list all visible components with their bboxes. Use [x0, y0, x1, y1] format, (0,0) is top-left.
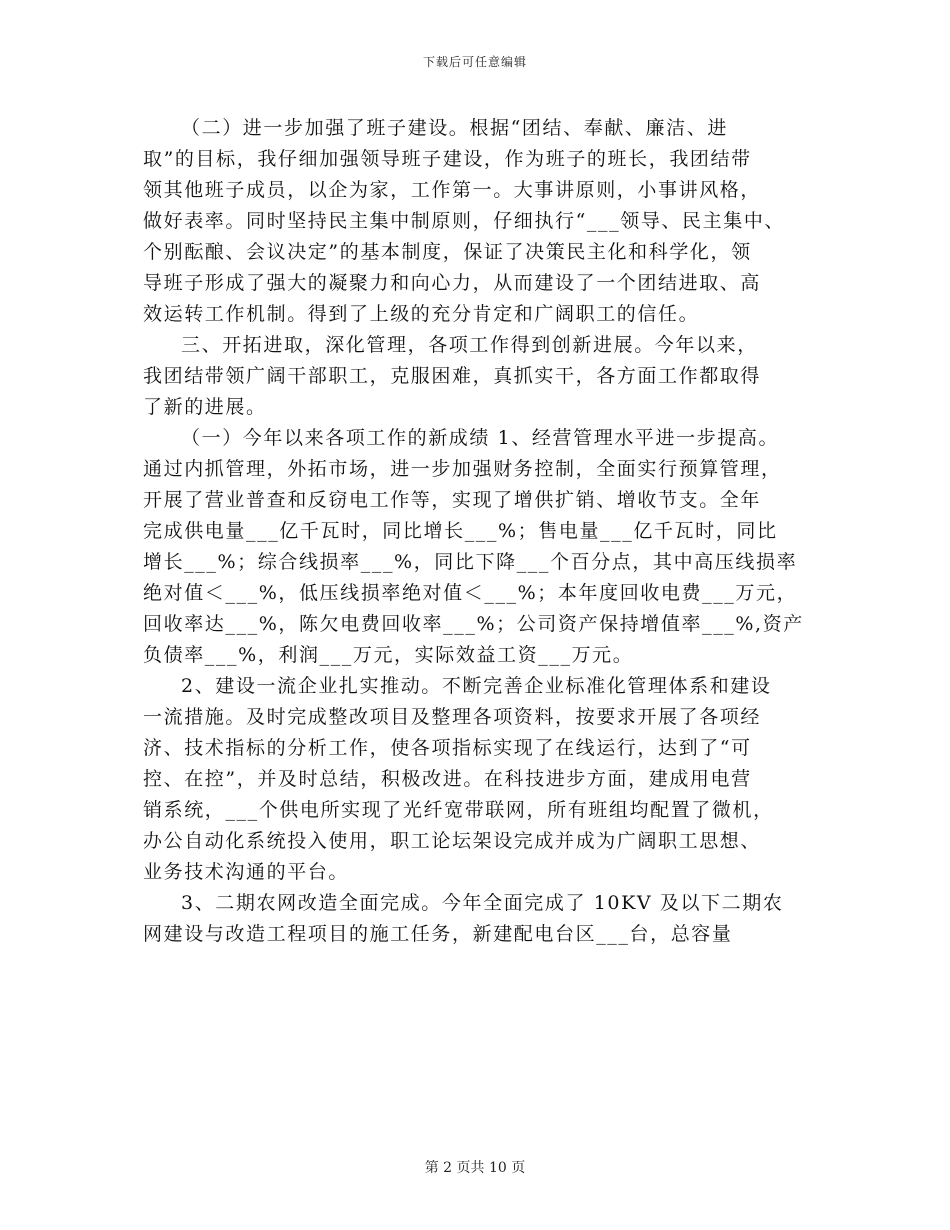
text-line: 办公自动化系统投入使用，职工论坛架设完成并成为广阔职工思想、 — [143, 830, 762, 852]
paragraph-first-class-enterprise — [143, 671, 823, 888]
text-line: 完成供电量___亿千瓦时，同比增长___%；售电量___亿千瓦时，同比 — [143, 520, 778, 542]
text-line: 控、在控”，并及时总结，积极改进。在科技进步方面，建成用电营 — [143, 768, 752, 790]
text-line: 负债率___%，利润___万元，实际效益工资___万元。 — [143, 644, 634, 666]
page-footer-page-number: 第 2 页共 10 页 — [424, 1160, 526, 1176]
text-line: 绝对值＜___%，低压线损率绝对值＜___%；本年度回收电费___万元， — [143, 582, 798, 604]
text-line: 三、开拓进取，深化管理，各项工作得到创新进展。今年以来， — [181, 334, 758, 356]
page-header: 下载后可任意编辑 — [422, 55, 527, 69]
text-line: 2、建设一流企业扎实推动。不断完善企业标准化管理体系和建设 — [181, 675, 772, 697]
text-line: 销系统，___个供电所实现了光纤宽带联网，所有班组均配置了微机， — [143, 799, 774, 821]
text-line: 了新的进展。 — [143, 396, 267, 418]
text-line: 效运转工作机制。得到了上级的充分肯定和广阔职工的信任。 — [143, 303, 700, 325]
paragraph-section-three — [143, 330, 823, 423]
text-line: 济、技术指标的分析工作，使各项指标实现了在线运行，达到了“可 — [143, 737, 752, 759]
text-line: 增长___%；综合线损率___%，同比下降___个百分点，其中高压线损率 — [143, 551, 798, 573]
text-line: （二）进一步加强了班子建设。根据“团结、奉献、廉洁、进 — [181, 117, 728, 139]
text-line: 我团结带领广阔干部职工，克服困难，真抓实干，各方面工作都取得 — [143, 365, 762, 387]
paragraph-team-building — [143, 113, 823, 330]
text-line: 网建设与改造工程项目的施工任务，新建配电台区___台，总容量 — [143, 923, 733, 945]
paragraph-rural-grid — [143, 888, 823, 950]
text-line: 3、二期农网改造全面完成。今年全面完成了 10KV 及以下二期农 — [181, 892, 784, 914]
paragraph-new-achievements — [143, 423, 823, 671]
text-line: 一流措施。及时完成整改项目及整理各项资料，按要求开展了各项经 — [143, 706, 762, 728]
document-body — [143, 113, 823, 950]
text-line: （一）今年以来各项工作的新成绩 1、经营管理水平进一步提高。 — [181, 427, 780, 449]
text-line: 开展了营业普查和反窃电工作等，实现了增供扩销、增收节支。全年 — [143, 489, 762, 511]
text-line: 个别酝酿、会议决定”的基本制度，保证了决策民主化和科学化，领 — [143, 241, 752, 263]
text-line: 领其他班子成员，以企为家，工作第一。大事讲原则，小事讲风格， — [143, 179, 762, 201]
text-line: 通过内抓管理，外拓市场，进一步加强财务控制，全面实行预算管理， — [143, 458, 782, 480]
text-line: 回收率达___%，陈欠电费回收率___%；公司资产保持增值率___%,资产 — [143, 613, 804, 635]
text-line: 导班子形成了强大的凝聚力和向心力，从而建设了一个团结进取、高 — [143, 272, 762, 294]
text-line: 业务技术沟通的平台。 — [143, 861, 350, 883]
text-line: 做好表率。同时坚持民主集中制原则，仔细执行“___领导、民主集中、 — [143, 210, 786, 232]
text-line: 取”的目标，我仔细加强领导班子建设，作为班子的班长，我团结带 — [143, 148, 752, 170]
